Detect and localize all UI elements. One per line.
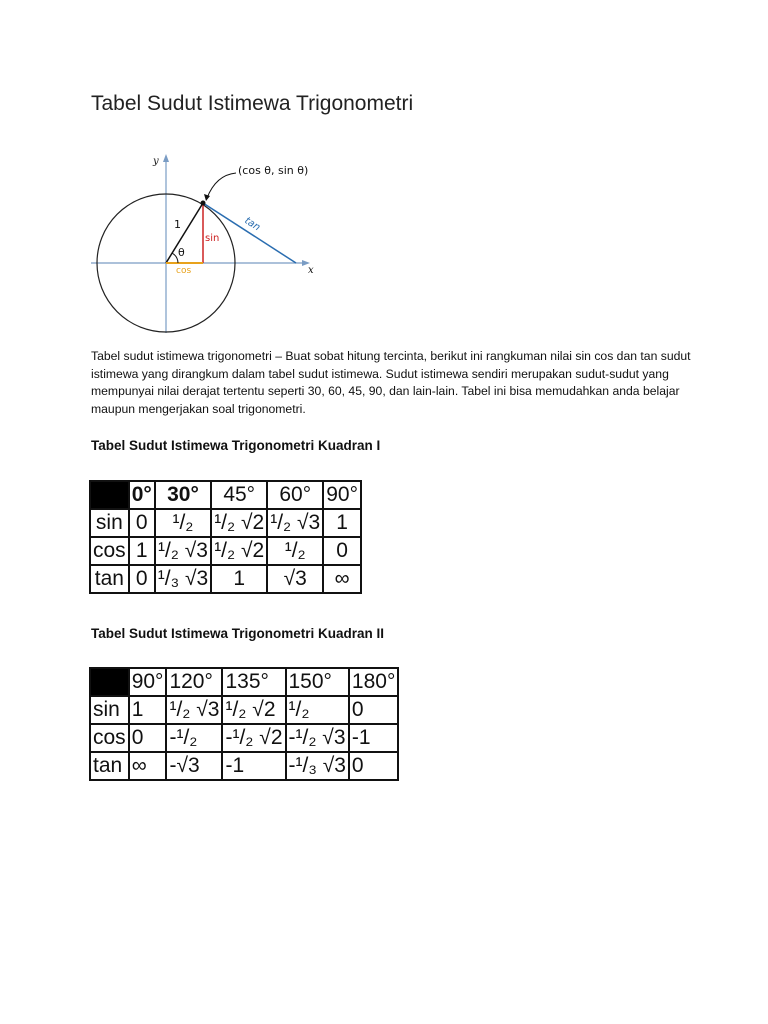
table-kuadran-2 bbox=[89, 667, 399, 781]
tan-label: tan bbox=[242, 215, 263, 234]
table-cell: ¹/₂ √2 bbox=[222, 696, 285, 724]
table-cell: -¹/₂ √3 bbox=[286, 724, 349, 752]
row-label: cos bbox=[90, 724, 129, 752]
header-cell: 60° bbox=[267, 481, 323, 509]
table-corner-cell bbox=[90, 668, 129, 696]
table-cell: 0 bbox=[129, 724, 167, 752]
table-cell: ¹/₂ √3 bbox=[155, 537, 211, 565]
table-cell: ∞ bbox=[323, 565, 361, 593]
table-cell: -¹/₃ √3 bbox=[286, 752, 349, 780]
table-cell: -√3 bbox=[166, 752, 222, 780]
table-cell: ¹/₂ bbox=[286, 696, 349, 724]
sin-label: sin bbox=[205, 233, 220, 244]
point-marker bbox=[201, 201, 206, 206]
table-cell: 0 bbox=[129, 565, 155, 593]
cos-label: cos bbox=[176, 266, 192, 276]
header-cell: 135° bbox=[222, 668, 285, 696]
unit-circle-diagram bbox=[86, 150, 336, 340]
table-cell: ¹/₂ √2 bbox=[211, 537, 267, 565]
page-title: Tabel Sudut Istimewa Trigonometri bbox=[91, 92, 414, 115]
table-cell: 0 bbox=[323, 537, 361, 565]
header-cell: 30° bbox=[155, 481, 211, 509]
intro-paragraph: Tabel sudut istimewa trigonometri – Buat sobat hitung tercinta, berikut ini rangkuman nilai sin cos dan tan sudut istimewa yang dirangkum dalam tabel sudut istimewa. Sudut istimewa sendiri merupakan sudut-sudut yang mempunyai nilai derajat tertentu seperti 30, 60, 45, 90, dan lain-lain. Tabel ini bisa memudahkan anda belajar maupun mengerjakan soal trigonometri. bbox=[91, 349, 691, 416]
header-cell: 120° bbox=[166, 668, 222, 696]
table-cell: 0 bbox=[349, 696, 398, 724]
row-label: tan bbox=[90, 565, 129, 593]
header-cell: 90° bbox=[323, 481, 361, 509]
table-cell: ¹/₃ √3 bbox=[155, 565, 211, 593]
table-row bbox=[90, 752, 398, 780]
table-row bbox=[90, 537, 361, 565]
table-cell: ¹/₂ √3 bbox=[166, 696, 222, 724]
point-label: (cos θ, sin θ) bbox=[238, 164, 309, 177]
pointer-arrowhead bbox=[204, 194, 210, 201]
section-heading-kuadran-1: Tabel Sudut Istimewa Trigonometri Kuadran I bbox=[91, 438, 381, 453]
header-cell: 0° bbox=[129, 481, 155, 509]
row-label: cos bbox=[90, 537, 129, 565]
table-row bbox=[90, 696, 398, 724]
row-label: sin bbox=[90, 696, 129, 724]
table-cell: ∞ bbox=[129, 752, 167, 780]
table-cell: ¹/₂ √3 bbox=[267, 509, 323, 537]
table-cell: 0 bbox=[349, 752, 398, 780]
table-cell: 1 bbox=[129, 537, 155, 565]
header-cell: 150° bbox=[286, 668, 349, 696]
row-label: tan bbox=[90, 752, 129, 780]
row-label: sin bbox=[90, 509, 129, 537]
table-row bbox=[90, 509, 361, 537]
table-cell: ¹/₂ bbox=[267, 537, 323, 565]
section-heading-kuadran-2: Tabel Sudut Istimewa Trigonometri Kuadran II bbox=[91, 626, 385, 641]
table-header-row bbox=[90, 668, 398, 696]
table-cell: -¹/₂ √2 bbox=[222, 724, 285, 752]
table-row bbox=[90, 724, 398, 752]
table-cell: 1 bbox=[129, 696, 167, 724]
table-cell: 0 bbox=[129, 509, 155, 537]
table-kuadran-1 bbox=[89, 480, 362, 594]
table-header-row bbox=[90, 481, 361, 509]
table-cell: √3 bbox=[267, 565, 323, 593]
header-cell: 90° bbox=[129, 668, 167, 696]
table-cell: ¹/₂ bbox=[155, 509, 211, 537]
table-cell: -1 bbox=[349, 724, 398, 752]
point-pointer bbox=[207, 173, 236, 198]
x-axis-label: x bbox=[308, 265, 314, 276]
table-cell: ¹/₂ √2 bbox=[211, 509, 267, 537]
table-corner-cell bbox=[90, 481, 129, 509]
table-cell: 1 bbox=[211, 565, 267, 593]
table-cell: -¹/₂ bbox=[166, 724, 222, 752]
header-cell: 45° bbox=[211, 481, 267, 509]
header-cell: 180° bbox=[349, 668, 398, 696]
table-cell: 1 bbox=[323, 509, 361, 537]
y-axis-arrow bbox=[163, 154, 169, 162]
angle-label: θ bbox=[178, 246, 185, 259]
table-cell: -1 bbox=[222, 752, 285, 780]
table-row bbox=[90, 565, 361, 593]
y-axis-label: y bbox=[153, 156, 159, 167]
radius-label: 1 bbox=[174, 218, 181, 231]
